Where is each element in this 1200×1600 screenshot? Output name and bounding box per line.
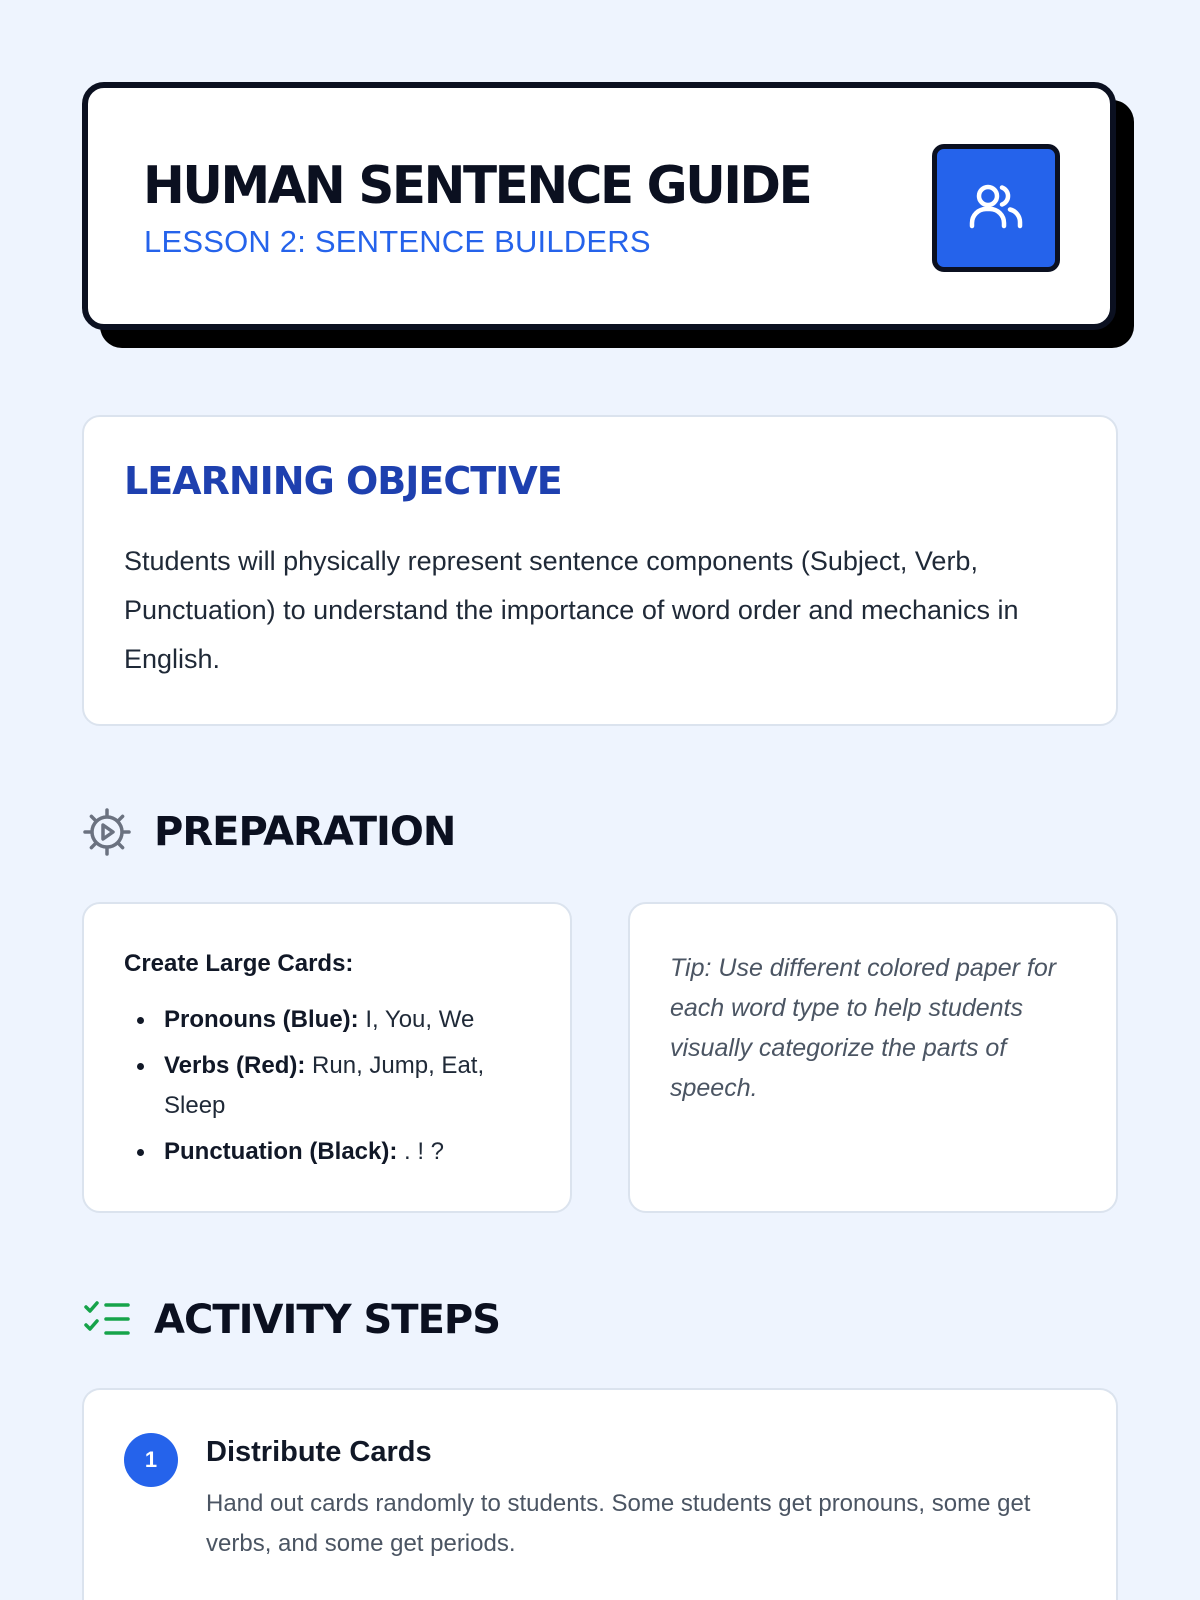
learning-objective-card	[82, 415, 1118, 726]
activity-steps-heading-label: ACTIVITY STEPS	[154, 1297, 501, 1343]
list-item-label: Punctuation (Black):	[164, 1138, 398, 1165]
objective-text: Students will physically represent sentence components (Subject, Verb, Punctuation) to understand the importance of word order and mechanics in English.	[124, 546, 1019, 674]
step-description: Hand out cards randomly to students. Some students get pronouns, some get verbs, and some get periods.	[206, 1490, 1031, 1557]
list-item-label: Pronouns (Blue):	[164, 1006, 359, 1033]
preparation-heading-label: PREPARATION	[154, 809, 456, 855]
preparation-heading	[82, 802, 455, 862]
gear-icon	[82, 807, 132, 857]
users-icon	[964, 176, 1028, 240]
card-types-list	[124, 1000, 534, 1178]
page-title: HUMAN SENTENCE GUIDE	[143, 156, 811, 216]
list-item	[124, 1046, 534, 1126]
list-item-label: Verbs (Red):	[164, 1052, 306, 1079]
step-number-badge: 1	[124, 1433, 178, 1487]
users-icon-badge	[932, 144, 1060, 272]
step-title: Distribute Cards	[206, 1436, 432, 1468]
tip-text: Tip: Use different colored paper for each word type to help students visually categorize the parts of speech.	[670, 954, 1057, 1102]
checklist-icon	[82, 1295, 132, 1345]
list-item	[124, 1132, 534, 1172]
step-card	[82, 1388, 1118, 1600]
tip-card	[628, 902, 1118, 1213]
lesson-subtitle: LESSON 2: SENTENCE BUILDERS	[144, 224, 651, 259]
objective-title: LEARNING OBJECTIVE	[124, 459, 562, 503]
list-item	[124, 1000, 534, 1040]
list-item-text: I, You, We	[358, 1006, 475, 1033]
activity-steps-heading	[82, 1290, 500, 1350]
create-cards-title: Create Large Cards:	[124, 950, 354, 977]
list-item-text: . ! ?	[397, 1138, 445, 1165]
lesson-header-card	[82, 82, 1116, 330]
create-cards-card	[82, 902, 572, 1213]
list-item-text: Run, Jump, Eat, Sleep	[164, 1052, 485, 1119]
